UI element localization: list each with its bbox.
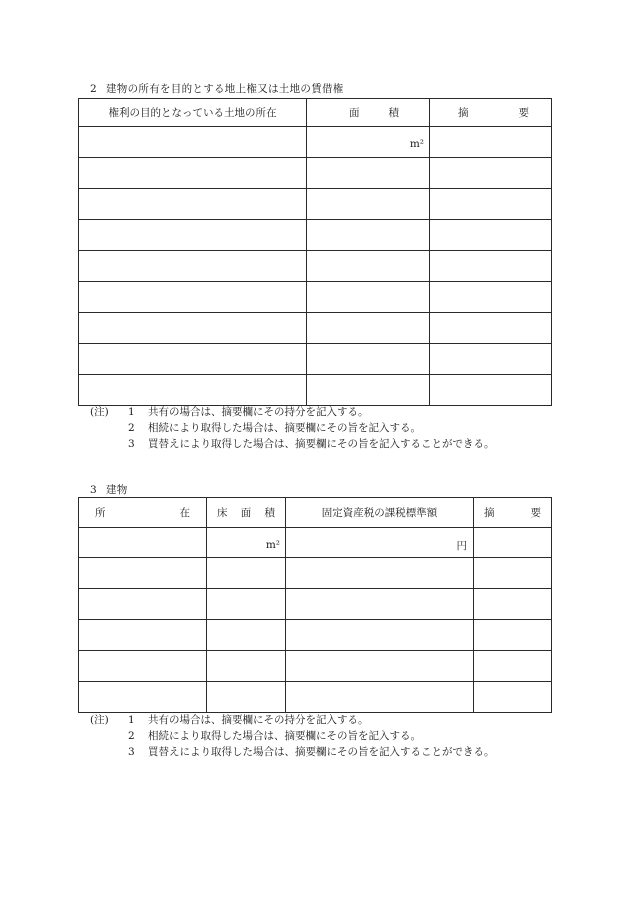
table-row: [79, 344, 552, 375]
header-building-location: 所 在: [79, 498, 207, 528]
floor-area-cell[interactable]: [207, 528, 286, 558]
tax-value-cell[interactable]: [286, 528, 474, 558]
table-row: [79, 620, 552, 651]
floor-area-cell[interactable]: [207, 651, 286, 682]
floor-area-cell[interactable]: [207, 558, 286, 589]
section3-notes: (注) 1 共有の場合は、摘要欄にその持分を記入する。 2 相続により取得した場合は、摘要欄にその旨を記入する。 3 買替えにより取得した場合は、摘要欄にその旨を記入することができる。: [90, 714, 495, 758]
area-cell[interactable]: [307, 344, 430, 375]
land-location-cell[interactable]: [79, 127, 307, 158]
table-row: [79, 220, 552, 251]
tax-value-cell[interactable]: [286, 558, 474, 589]
table-row: [79, 589, 552, 620]
note-text: 買替えにより取得した場合は、摘要欄にその旨を記入することができる。: [148, 746, 495, 758]
building-location-cell[interactable]: [79, 558, 207, 589]
building-table: [78, 497, 552, 713]
floor-area-cell[interactable]: [207, 589, 286, 620]
remarks-cell[interactable]: [474, 528, 552, 558]
table-row: [79, 127, 552, 158]
header-remarks: 摘 要: [474, 498, 552, 528]
notes-lead: (注): [90, 406, 109, 418]
tax-value-cell[interactable]: [286, 682, 474, 713]
table-row: [79, 313, 552, 344]
floor-area-cell[interactable]: [207, 682, 286, 713]
land-location-cell[interactable]: [79, 375, 307, 406]
tax-value-cell[interactable]: [286, 651, 474, 682]
header-floor-area: 床 面 積: [207, 498, 286, 528]
area-cell[interactable]: [307, 282, 430, 313]
remarks-cell[interactable]: [430, 344, 552, 375]
section3-number: 3: [90, 484, 97, 496]
remarks-cell[interactable]: [430, 313, 552, 344]
remarks-cell[interactable]: [430, 375, 552, 406]
area-cell[interactable]: [307, 375, 430, 406]
remarks-cell[interactable]: [430, 158, 552, 189]
floor-area-unit: m²: [265, 539, 280, 551]
header-remarks: 摘 要: [430, 99, 552, 127]
remarks-cell[interactable]: [430, 127, 552, 158]
remarks-cell[interactable]: [474, 682, 552, 713]
table-row: [79, 189, 552, 220]
remarks-cell[interactable]: [430, 251, 552, 282]
remarks-cell[interactable]: [474, 651, 552, 682]
land-location-cell[interactable]: [79, 189, 307, 220]
notes-lead: (注): [90, 714, 109, 726]
area-unit: m²: [409, 138, 424, 150]
table-row: [79, 682, 552, 713]
remarks-cell[interactable]: [430, 189, 552, 220]
table-row: [79, 251, 552, 282]
building-location-cell[interactable]: [79, 682, 207, 713]
area-cell[interactable]: [307, 158, 430, 189]
tax-value-cell[interactable]: [286, 620, 474, 651]
remarks-cell[interactable]: [474, 620, 552, 651]
table-row: [79, 158, 552, 189]
section3-heading: [90, 482, 128, 497]
area-cell[interactable]: [307, 127, 430, 158]
land-rights-table: [78, 98, 552, 406]
section2-notes: (注) 1 共有の場合は、摘要欄にその持分を記入する。 2 相続により取得した場合は、摘要欄にその旨を記入する。 3 買替えにより取得した場合は、摘要欄にその旨を記入することができる。: [90, 406, 495, 450]
header-tax-value: 固定資産税の課税標準額: [286, 498, 474, 528]
section2-number: 2: [90, 83, 97, 95]
land-location-cell[interactable]: [79, 220, 307, 251]
land-location-cell[interactable]: [79, 313, 307, 344]
tax-value-cell[interactable]: [286, 589, 474, 620]
remarks-cell[interactable]: [474, 589, 552, 620]
floor-area-cell[interactable]: [207, 620, 286, 651]
section2-heading: [90, 81, 344, 96]
header-land-location: 権利の目的となっている土地の所在: [79, 99, 307, 127]
remarks-cell[interactable]: [430, 282, 552, 313]
table-row: [79, 651, 552, 682]
land-location-cell[interactable]: [79, 344, 307, 375]
building-location-cell[interactable]: [79, 651, 207, 682]
note-text: 相続により取得した場合は、摘要欄にその旨を記入する。: [148, 730, 421, 742]
note-text: 共有の場合は、摘要欄にその持分を記入する。: [148, 714, 369, 726]
remarks-cell[interactable]: [430, 220, 552, 251]
header-area: 面 積: [307, 99, 430, 127]
building-location-cell[interactable]: [79, 620, 207, 651]
table-row: [79, 282, 552, 313]
land-location-cell[interactable]: [79, 158, 307, 189]
tax-unit: 円: [456, 540, 467, 552]
note-text: 相続により取得した場合は、摘要欄にその旨を記入する。: [148, 422, 421, 434]
table-row: [79, 528, 552, 558]
area-cell[interactable]: [307, 189, 430, 220]
area-cell[interactable]: [307, 251, 430, 282]
area-cell[interactable]: [307, 313, 430, 344]
remarks-cell[interactable]: [474, 558, 552, 589]
table-row: [79, 558, 552, 589]
table-row: [79, 375, 552, 406]
section3-title: 建物: [106, 484, 128, 496]
note-text: 買替えにより取得した場合は、摘要欄にその旨を記入することができる。: [148, 438, 495, 450]
area-cell[interactable]: [307, 220, 430, 251]
land-location-cell[interactable]: [79, 251, 307, 282]
section2-title: 建物の所有を目的とする地上権又は土地の賃借権: [106, 83, 344, 95]
land-location-cell[interactable]: [79, 282, 307, 313]
building-location-cell[interactable]: [79, 528, 207, 558]
note-text: 共有の場合は、摘要欄にその持分を記入する。: [148, 406, 369, 418]
building-location-cell[interactable]: [79, 589, 207, 620]
